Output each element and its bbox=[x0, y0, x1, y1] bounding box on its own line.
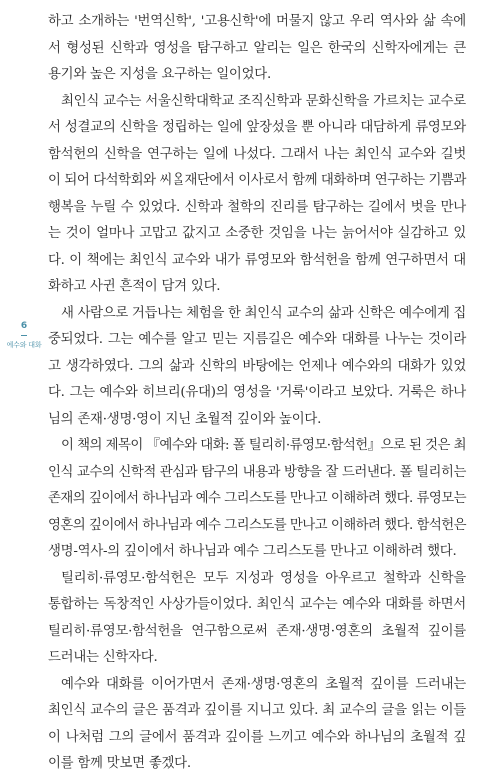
text-line: 다. 이 책에는 최인식 교수와 내가 류영모와 함석헌을 함께 연구하면서 대 bbox=[48, 252, 466, 268]
paragraph bbox=[48, 301, 466, 434]
text-line: 새 사람으로 거듭나는 체험을 한 최인식 교수의 삶과 신학은 예수에게 집 bbox=[61, 305, 466, 321]
text-line: 생명-역사-의 깊이에서 하나님과 예수 그리스도를 만나고 이해하려 했다. bbox=[48, 544, 457, 559]
text-line: 최인식 교수는 서울신학대학교 조직신학과 문화신학을 가르치는 교수로 bbox=[61, 93, 466, 109]
page-body bbox=[48, 9, 466, 778]
text-line: 이 나처럼 그의 글에서 품격과 깊이를 느끼고 예수와 하나님의 초월적 깊 bbox=[48, 729, 466, 745]
running-title: 예수와 대화 bbox=[6, 341, 42, 349]
text-line: 영혼의 깊이에서 하나님과 예수 그리스도를 만나고 이해하려 했다. 함석헌은 bbox=[48, 517, 466, 533]
text-line: 화하고 사귄 흔적이 담겨 있다. bbox=[48, 279, 221, 294]
text-line: 틸리히·류영모·함석헌은 모두 지성과 영성을 아우르고 철학과 신학을 bbox=[61, 570, 466, 586]
paragraph bbox=[48, 672, 466, 778]
text-line: 다. 그는 예수와 히브리(유대)의 영성을 '거룩'이라고 보았다. 거룩은 하나 bbox=[48, 385, 466, 400]
text-line: 용기와 높은 지성을 요구하는 일이었다. bbox=[48, 67, 271, 82]
text-line: 드러내는 신학자다. bbox=[48, 650, 158, 665]
text-line: 통합하는 독창적인 사상가들이었다. 최인식 교수는 예수와 대화를 하면서 bbox=[48, 597, 466, 612]
paragraph bbox=[48, 9, 466, 89]
text-line: 는 것이 얼마나 고맙고 값지고 소중한 것임을 나는 늙어서야 실감하고 있 bbox=[48, 226, 466, 241]
text-line: 이를 함께 맛보면 좋겠다. bbox=[48, 756, 191, 771]
text-line: 최인식 교수의 글은 품격과 깊이를 지니고 있다. 최 교수의 글을 읽는 이들 bbox=[48, 703, 466, 718]
text-line: 인식 교수의 신학적 관심과 탐구의 내용과 방향을 잘 드러낸다. 폴 틸리히는 bbox=[48, 464, 466, 480]
text-line: 서 성결교의 신학을 정립하는 일에 앞장섰을 뿐 아니라 대담하게 류영모와 bbox=[48, 120, 466, 135]
text-line: 이 책의 제목이 『예수와 대화: 폴 틸리히·류영모·함석헌』으로 된 것은 최 bbox=[61, 438, 466, 453]
text-line: 행복을 누릴 수 있었다. 신학과 철학의 진리를 탐구하는 길에서 벗을 만나 bbox=[48, 199, 466, 215]
folio-divider bbox=[21, 335, 27, 336]
text-line: 틸리히·류영모·함석헌을 연구함으로써 존재·생명·영혼의 초월적 깊이를 bbox=[48, 623, 466, 639]
text-line: 존재의 깊이에서 하나님과 예수 그리스도를 만나고 이해하려 했다. 류영모는 bbox=[48, 491, 466, 506]
paragraph bbox=[48, 566, 466, 672]
paragraph bbox=[48, 433, 466, 566]
paragraph bbox=[48, 89, 466, 301]
text-line: 고 생각하였다. 그의 삶과 신학의 바탕에는 언제나 예수와의 대화가 있었 bbox=[48, 358, 466, 374]
page-folio bbox=[0, 320, 48, 350]
text-line: 함석헌의 신학을 연구하는 일에 나섰다. 그래서 나는 최인식 교수와 길벗 bbox=[48, 146, 466, 162]
text-line: 서 형성된 신학과 영성을 탐구하고 알리는 일은 한국의 신학자에게는 큰 bbox=[48, 40, 466, 56]
text-line: 예수와 대화를 이어가면서 존재·생명·영혼의 초월적 깊이를 드러내는 bbox=[61, 676, 466, 692]
page-number: 6 bbox=[20, 321, 28, 331]
text-line: 하고 소개하는 '번역신학', '고용신학'에 머물지 않고 우리 역사와 삶 속에 bbox=[48, 14, 466, 29]
text-line: 중되었다. 그는 예수를 알고 믿는 지름길은 예수와 대화를 나누는 것이라 bbox=[48, 332, 466, 347]
text-line: 이 되어 다석학회와 씨ᄋᆞᆯ재단에서 이사로서 함께 대화하며 연구하는 기쁨과 bbox=[48, 173, 466, 188]
text-line: 님의 존재·생명·영이 지닌 초월적 깊이와 높이다. bbox=[48, 411, 322, 427]
